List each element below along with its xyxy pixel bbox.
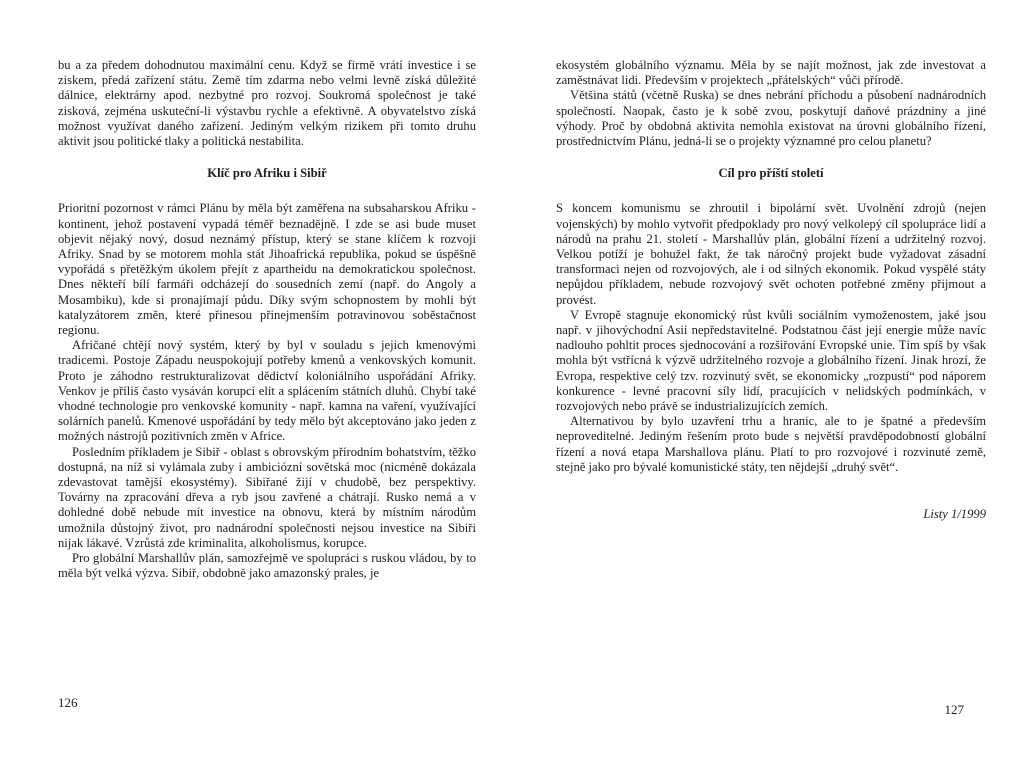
paragraph: ekosystém globálního významu. Měla by se najít možnost, jak zde investovat a zaměstnávat lidi. Především v projektech „přátelských“ vůči přírodě. [556,58,986,88]
right-text-column [556,58,986,522]
left-text-column [58,58,476,582]
paragraph: Pro globální Marshallův plán, samozřejmě ve spolupráci s ruskou vládou, by to měla být velká výzva. Sibiř, obdobně jako amazonský prales, je [58,551,476,581]
paragraph: Posledním příkladem je Sibiř - oblast s obrovským přírodním bohatstvím, těžko dostupná, na níž si vylámala zuby i ambiciózní sovětská moc (nicméně dokázala zdevastovat tamější ekosystémy). Sibiřané žijí v chudobě, bez perspektivy. Továrny na zpracování dřeva a ryb jsou zavřené a chátrají. Rusko nemá a v dohledné době nebude mít investice na obnovu, která by místním národům umožnila důstojný život, pro nadnárodní společnosti nejsou investice na Sibiři nijak lákavé. Vzrůstá zde kriminalita, alkoholismus, korupce. [58,444,476,550]
section-heading: Klíč pro Afriku i Sibiř [207,166,327,181]
page-number: 127 [944,702,964,717]
paragraph: bu a za předem dohodnutou maximální cenu. Když se firmě vrátí investice i se ziskem, předá zařízení státu. Země tím zdarma nebo velmi levně získá důležité dálnice, elektrárny apod. nezbytné pro rozvoj. Soukromá společnost je také zisková, zejména uskuteční-li výstavbu rychle a efektivně. A obyvatelstvo získá možnost využívat daného zařízení. Jediným velkým rizikem při tomto druhu aktivit jsou politické tlaky a politická nestabilita. [58,58,476,149]
paragraph: Afričané chtějí nový systém, který by byl v souladu s jejich kmenovými tradicemi. Postoje Západu neuspokojují potřeby kmenů a venkovských komunit. Proto je záhodno restrukturalizovat dědictví koloniálního uspořádání Afriky. Venkov je příliš často vysáván korupcí elit a splácením státních dluhů. Chybí také vhodné technologie pro venkovské komunity - např. kamna na vaření, využívající solárních panelů. Kmenové uspořádání by tedy mělo být akceptováno jako jeden z možných nástrojů pozitivních změn v Africe. [58,338,476,444]
paragraph: Prioritní pozornost v rámci Plánu by měla být zaměřena na subsaharskou Afriku - kontinent, jehož postavení vypadá téměř beznadějně. I zde se asi bude muset objevit nějaký nový, dosud neznámý přístup, který se stane klíčem k rozvoji Afriky. Snad by se motorem mohla stát Jihoafrická republika, pokud se úspěšně vypořádá s přetěžkým úkolem přejít z apartheidu na demokratickou společnost. Dnes někteří bílí farmáři odcházejí do sousedních zemí (např. do Angoly a Mosambiku), kde si pronajímají půdu. Díky svým schopnostem by mohli být katalyzátorem změn, které přinesou přinejmenším potravinovou soběstačnost regionu. [58,201,476,338]
paragraph: S koncem komunismu se zhroutil i bipolární svět. Uvolnění zdrojů (nejen vojenských) by mohlo vytvořit předpoklady pro nový velkolepý cíl spolupráce lidí a národů na prahu 21. století - Marshallův plán, globální řízení a udržitelný rozvoj. Velkou potíží je bohužel fakt, že tak náročný projekt bude vyžadovat zásadní transformaci nejen od rozvojových, ale i od silných ekonomik. Pokud vyspělé státy nepůjdou příkladem, nebude rozvojový svět ochoten potřebné změny přijmout a provést. [556,201,986,307]
section-heading: Cíl pro příští století [718,166,824,181]
page-number: 126 [58,695,78,710]
paragraph: Alternativou by bylo uzavření trhu a hranic, ale to je špatné a především neproveditelné. Jediným řešením proto bude s největší pravděpodobností globální řízení a nová etapa Marshallova plánu. Platí to pro rozvojové i rozvinuté země, stejně jako pro bývalé komunistické státy, ten nějdejší „druhý svět“. [556,414,986,474]
source-signature: Listy 1/1999 [923,507,986,522]
paragraph: Většina států (včetně Ruska) se dnes nebrání příchodu a působení nadnárodních společností. Naopak, často je k sobě zvou, poskytují daňové prázdniny a jiné výhody. Proč by obdobná aktivita nemohla existovat na úrovni globálního řízení, prostřednictvím Plánu, jedná-li se o projekty významné pro celou planetu? [556,88,986,149]
right-page [512,0,1024,760]
paragraph: V Evropě stagnuje ekonomický růst kvůli sociálním vymoženostem, jaké jsou např. v jihovýchodní Asii nepředstavitelné. Podstatnou část její energie může navíc nadlouho pohltit proces sjednocování a rozšiřování Evropské unie. Tím spíš by však mohla být vstřícná k výzvě udržitelného rozvoje a globálního řízení. Jinak hrozí, že Evropa, respektive celý tzv. rozvinutý svět, se ekonomicky „rozpustí“ pod náporem konkurence - levné pracovní síly lidí, pracujících v nelidských podmínkách, v rozvojových nebo právě se industrializujících zemích. [556,307,986,414]
